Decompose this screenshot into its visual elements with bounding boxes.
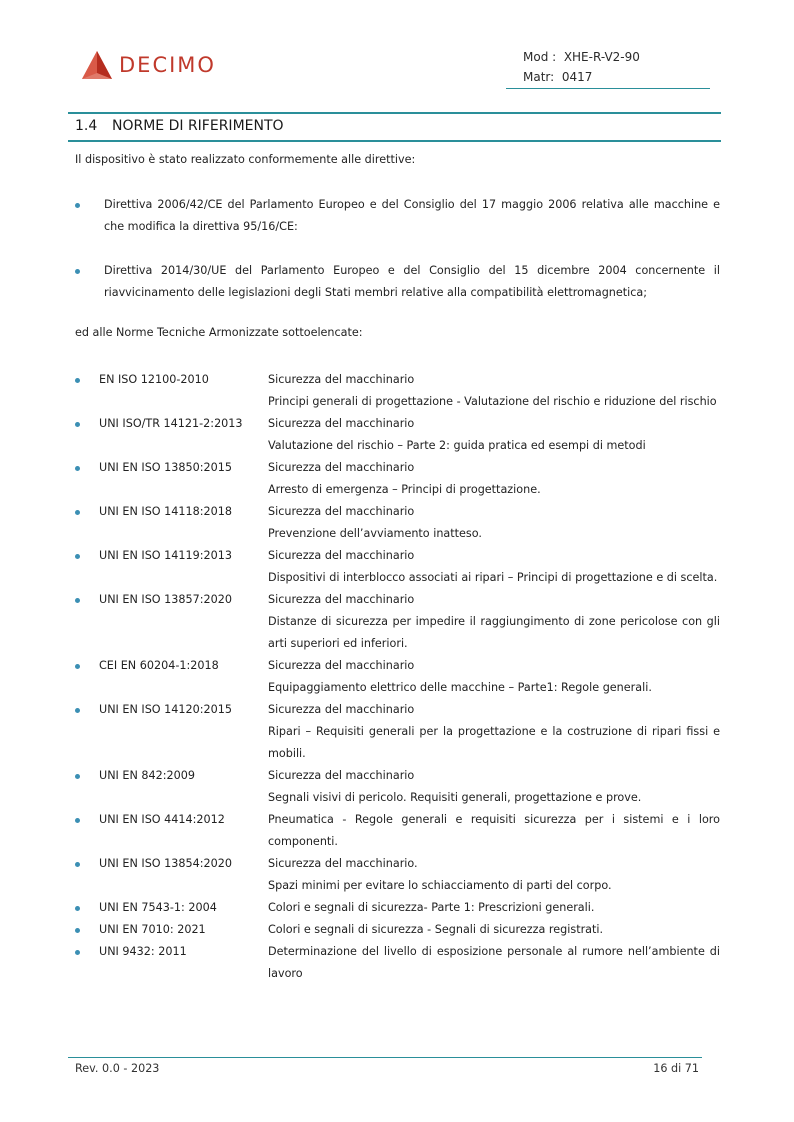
norm-description: Sicurezza del macchinario Ripari – Requisiti generali per la progettazione e la costruzione di ripari fissi e mobili.	[268, 703, 720, 760]
section-rule-top	[68, 112, 721, 114]
intro-paragraph: Il dispositivo è stato realizzato conformemente alle direttive:	[75, 153, 416, 166]
norm-description: Sicurezza del macchinario Equipaggiamento elettrico delle macchine – Parte1: Regole generali.	[268, 659, 652, 694]
norm-item	[75, 545, 720, 589]
norm-description: Sicurezza del macchinario Segnali visivi di pericolo. Requisiti generali, progettazione e prove.	[268, 769, 642, 804]
matr-value: 0417	[561, 70, 593, 84]
norm-code: UNI EN ISO 13857:2020	[99, 593, 232, 606]
norm-item	[75, 941, 720, 985]
bullet-icon	[75, 862, 80, 867]
section-number: 1.4	[75, 118, 98, 134]
norm-code: UNI EN ISO 14120:2015	[99, 703, 232, 716]
norm-code: CEI EN 60204-1:2018	[99, 659, 219, 672]
norm-description: Sicurezza del macchinario Distanze di sicurezza per impedire il raggiungimento di zone pericolose con gli arti superiori ed inferiori.	[268, 593, 720, 650]
norm-item	[75, 501, 720, 545]
norm-item	[75, 655, 720, 699]
bullet-icon	[75, 269, 80, 274]
norm-code: UNI EN ISO 4414:2012	[99, 813, 225, 826]
bullet-icon	[75, 818, 80, 823]
norm-item	[75, 853, 720, 897]
brand-name: DECIMO	[119, 53, 216, 77]
norm-item	[75, 369, 720, 413]
norm-item	[75, 699, 720, 765]
bullet-icon	[75, 510, 80, 515]
norms-list	[75, 369, 720, 985]
bullet-icon	[75, 466, 80, 471]
bullet-icon	[75, 708, 80, 713]
norm-item	[75, 457, 720, 501]
bullet-icon	[75, 422, 80, 427]
norms-lead-paragraph: ed alle Norme Tecniche Armonizzate sottoelencate:	[75, 326, 363, 339]
mod-value: XHE-R-V2-90	[563, 50, 640, 64]
section-rule-bottom	[68, 140, 721, 142]
norm-description: Sicurezza del macchinario Prevenzione dell’avviamento inatteso.	[268, 505, 482, 540]
norm-item	[75, 919, 720, 941]
footer-divider	[68, 1057, 702, 1058]
directive-item	[75, 260, 720, 304]
norm-item	[75, 589, 720, 655]
bullet-icon	[75, 378, 80, 383]
norm-code: UNI EN ISO 14119:2013	[99, 549, 232, 562]
bullet-icon	[75, 554, 80, 559]
norm-item	[75, 897, 720, 919]
company-logo	[82, 50, 216, 80]
bullet-icon	[75, 664, 80, 669]
norm-description: Pneumatica - Regole generali e requisiti sicurezza per i sistemi e i loro componenti.	[268, 813, 720, 848]
decimo-logo-icon	[82, 51, 112, 79]
norm-item	[75, 765, 720, 809]
norm-code: UNI 9432: 2011	[99, 945, 187, 958]
norm-description: Sicurezza del macchinario Arresto di emergenza – Principi di progettazione.	[268, 461, 541, 496]
bullet-icon	[75, 203, 80, 208]
norm-description: Colori e segnali di sicurezza- Parte 1: Prescrizioni generali.	[268, 901, 595, 914]
footer-page-number: 16 di 71	[653, 1062, 699, 1075]
mod-label: Mod :	[523, 50, 557, 64]
norm-code: UNI EN ISO 14118:2018	[99, 505, 232, 518]
section-title: NORME DI RIFERIMENTO	[112, 118, 284, 134]
matr-label: Matr:	[523, 70, 555, 84]
matr-row	[523, 67, 640, 87]
norm-code: UNI EN 7010: 2021	[99, 923, 206, 936]
bullet-icon	[75, 598, 80, 603]
norm-description: Sicurezza del macchinario Dispositivi di interblocco associati ai ripari – Principi di progettazione e di scelta.	[268, 549, 718, 584]
bullet-icon	[75, 774, 80, 779]
directive-item	[75, 194, 720, 238]
norm-item	[75, 809, 720, 853]
bullet-icon	[75, 906, 80, 911]
norm-description: Colori e segnali di sicurezza - Segnali di sicurezza registrati.	[268, 923, 604, 936]
document-meta	[523, 47, 640, 87]
norm-code: EN ISO 12100-2010	[99, 373, 209, 386]
norm-code: UNI EN 7543-1: 2004	[99, 901, 217, 914]
norm-code: UNI ISO/TR 14121-2:2013	[99, 417, 243, 430]
norm-code: UNI EN ISO 13854:2020	[99, 857, 232, 870]
bullet-icon	[75, 950, 80, 955]
directive-text: Direttiva 2006/42/CE del Parlamento Europeo e del Consiglio del 17 maggio 2006 relativa alle macchine e che modifica la direttiva 95/16/CE:	[104, 198, 720, 233]
mod-row	[523, 47, 640, 67]
norm-code: UNI EN 842:2009	[99, 769, 196, 782]
directive-text: Direttiva 2014/30/UE del Parlamento Europeo e del Consiglio del 15 dicembre 2004 concernente il riavvicinamento delle legislazioni degli Stati membri relative alla compatibilità elettromagnetica;	[104, 264, 720, 299]
bullet-icon	[75, 928, 80, 933]
norm-description: Sicurezza del macchinario Valutazione del rischio – Parte 2: guida pratica ed esempi di metodi	[268, 417, 646, 452]
norm-item	[75, 413, 720, 457]
norm-description: Determinazione del livello di esposizione personale al rumore nell’ambiente di lavoro	[268, 945, 720, 980]
norm-description: Sicurezza del macchinario Principi generali di progettazione - Valutazione del rischio e riduzione del rischio	[268, 373, 717, 408]
norm-description: Sicurezza del macchinario. Spazi minimi per evitare lo schiacciamento di parti del corpo.	[268, 857, 612, 892]
section-heading	[75, 118, 284, 134]
header-divider	[506, 88, 710, 89]
footer-revision: Rev. 0.0 - 2023	[75, 1062, 160, 1075]
norm-code: UNI EN ISO 13850:2015	[99, 461, 232, 474]
